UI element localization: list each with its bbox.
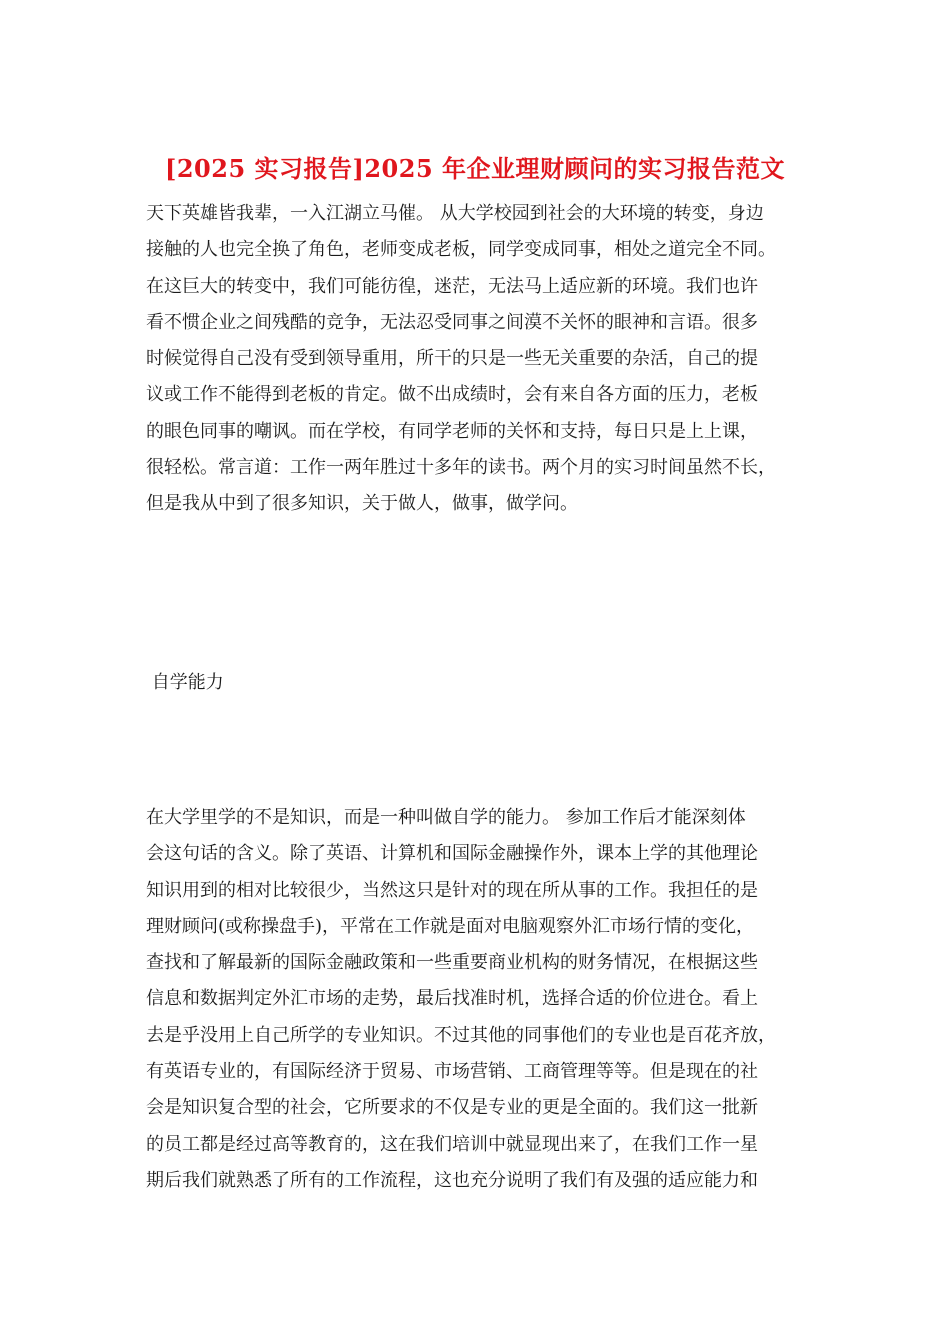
paragraph-line: 但是我从中到了很多知识，关于做人，做事，做学问。 <box>146 493 578 515</box>
paragraph-line: 的眼色同事的嘲讽。而在学校，有同学老师的关怀和支持，每日只是上上课， <box>146 420 758 442</box>
paragraph-line: 议或工作不能得到老板的肯定。做不出成绩时，会有来自各方面的压力，老板 <box>146 384 758 406</box>
section-paragraph <box>146 800 810 1199</box>
paragraph-line: 看不惯企业之间残酷的竞争，无法忍受同事之间漠不关怀的眼神和言语。很多 <box>146 311 758 333</box>
paragraph-line: 在这巨大的转变中，我们可能彷徨，迷茫，无法马上适应新的环境。我们也许 <box>146 275 758 297</box>
paragraph-line: 理财顾问(或称操盘手)，平常在工作就是面对电脑观察外汇市场行情的变化， <box>146 915 755 937</box>
paragraph-line: 会这句话的含义。除了英语、计算机和国际金融操作外，课本上学的其他理论 <box>146 843 758 865</box>
paragraph-line: 时候觉得自己没有受到领导重用，所干的只是一些无关重要的杂活，自己的提 <box>146 348 758 370</box>
paragraph-line: 期后我们就熟悉了所有的工作流程，这也充分说明了我们有及强的适应能力和 <box>146 1169 758 1191</box>
paragraph-line: 查找和了解最新的国际金融政策和一些重要商业机构的财务情况，在根据这些 <box>146 952 758 974</box>
paragraph-line: 的员工都是经过高等教育的，这在我们培训中就显现出来了，在我们工作一星 <box>146 1133 758 1155</box>
paragraph-line: 在大学里学的不是知识，而是一种叫做自学的能力。 参加工作后才能深刻体 <box>146 807 746 828</box>
paragraph-line: 去是乎没用上自己所学的专业知识。不过其他的同事他们的专业也是百花齐放， <box>146 1024 776 1046</box>
paragraph-line: 接触的人也完全换了角色，老师变成老板，同学变成同事，相处之道完全不同。 <box>146 239 776 261</box>
paragraph-line: 会是知识复合型的社会，它所要求的不仅是专业的更是全面的。我们这一批新 <box>146 1097 758 1119</box>
document-title: [2025 实习报告]2025 年企业理财顾问的实习报告范文 <box>164 154 785 183</box>
paragraph-line: 天下英雄皆我辈，一入江湖立马催。 从大学校园到社会的大环境的转变，身边 <box>146 203 764 224</box>
paragraph-line: 很轻松。常言道：工作一两年胜过十多年的读书。两个月的实习时间虽然不长， <box>146 457 776 479</box>
paragraph-line: 有英语专业的，有国际经济于贸易、市场营销、工商管理等等。但是现在的社 <box>146 1061 758 1083</box>
paragraph-line: 知识用到的相对比较很少，当然这只是针对的现在所从事的工作。我担任的是 <box>146 879 758 901</box>
intro-paragraph <box>146 196 810 523</box>
paragraph-line: 信息和数据判定外汇市场的走势，最后找准时机，选择合适的价位进仓。看上 <box>146 988 758 1010</box>
section-heading: 自学能力 <box>146 672 224 693</box>
